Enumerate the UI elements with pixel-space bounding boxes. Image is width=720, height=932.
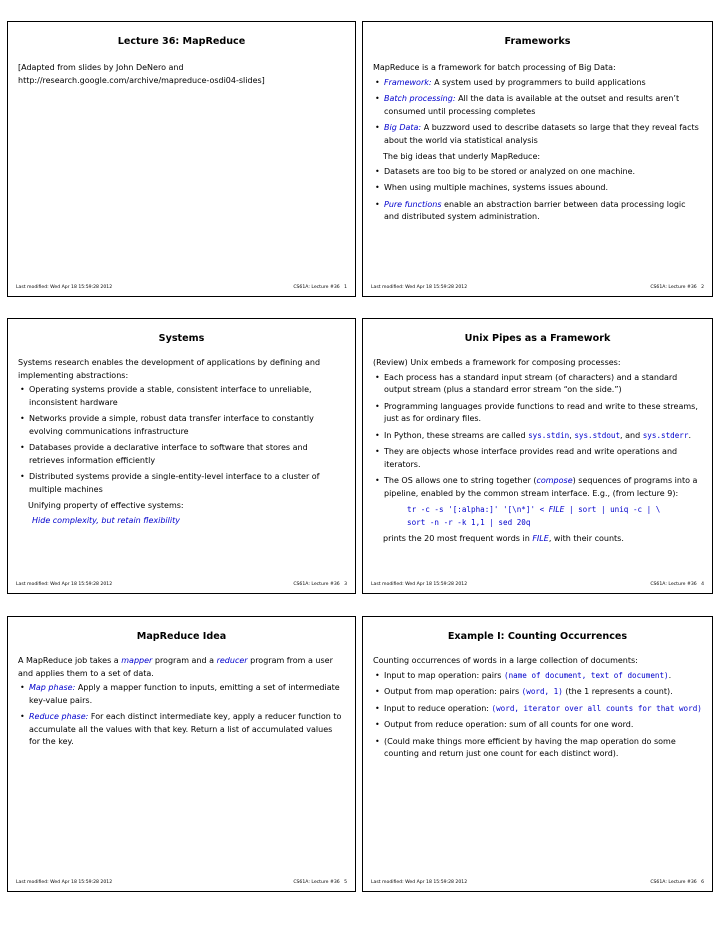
footer-course: CS61A: Lecture #36 xyxy=(293,285,340,290)
slide-intro: Counting occurrences of words in a large collection of documents: xyxy=(373,656,638,665)
list-item: • Reduce phase: For each distinct intermediate key, apply a reducer function to accumulate all the values with that key. Return a list of accumulated values for the key. xyxy=(18,711,345,749)
slide-title: Systems xyxy=(158,333,205,344)
slide-text-line: [Adapted from slides by John DeNero and xyxy=(18,63,184,72)
code-block: tr -c -s '[:alpha:]' '[\n*]' < FILE | sort | uniq -c | \ sort -n -r -k 1,1 | sed 20q xyxy=(407,505,661,527)
slide-intro: MapReduce is a framework for batch processing of Big Data: xyxy=(373,63,616,72)
slide-5 xyxy=(7,616,356,892)
slide-intro: Systems research enables the development of applications by defining and implementing abstractions: xyxy=(18,358,321,380)
slide-motto: Hide complexity, but retain flexibility xyxy=(32,515,180,525)
slide-subheading: The big ideas that underly MapReduce: xyxy=(383,152,541,161)
list-item: • Batch processing: All the data is available at the outset and results aren’t consumed until processing completes xyxy=(373,93,702,118)
footer-date: Last modified: Wed Apr 18 15:59:28 2012 xyxy=(371,285,468,290)
list-item: • Input to map operation: pairs (name of document, text of document). xyxy=(373,670,702,683)
list-item: • Networks provide a simple, robust data transfer interface to constantly evolving communications infrastructure xyxy=(18,413,345,438)
list-item: • They are objects whose interface provides read and write operations and iterators. xyxy=(373,446,702,471)
slide-footer xyxy=(16,285,347,290)
list-item: • Datasets are too big to be stored or analyzed on one machine. xyxy=(373,166,702,179)
slide-title: Frameworks xyxy=(504,36,571,47)
slide-footer xyxy=(371,285,704,290)
list-item: • When using multiple machines, systems issues abound. xyxy=(373,182,702,195)
footer-course: CS61A: Lecture #36 xyxy=(293,880,340,885)
footer-course: CS61A: Lecture #36 xyxy=(293,582,340,587)
slide-1 xyxy=(7,21,356,297)
list-item: • Pure functions enable an abstraction barrier between data processing logic and distributed system administration. xyxy=(373,199,702,224)
slide-number: 4 xyxy=(701,582,704,587)
footer-date: Last modified: Wed Apr 18 15:59:28 2012 xyxy=(371,582,468,587)
footer-date: Last modified: Wed Apr 18 15:59:28 2012 xyxy=(371,880,468,885)
slide-2 xyxy=(362,21,713,297)
slide-footer xyxy=(371,880,704,885)
list-item: • Big Data: A buzzword used to describe datasets so large that they reveal facts about the world via statistical analysis xyxy=(373,122,702,147)
list-item: • Programming languages provide functions to read and write to these streams, just as for ordinary files. xyxy=(373,401,702,426)
slide-number: 2 xyxy=(701,285,704,290)
list-item: • Map phase: Apply a mapper function to inputs, emitting a set of intermediate key-value pairs. xyxy=(18,682,345,707)
list-item: • Operating systems provide a stable, consistent interface to unreliable, inconsistent hardware xyxy=(18,384,345,409)
footer-date: Last modified: Wed Apr 18 15:59:28 2012 xyxy=(16,285,113,290)
slide-6 xyxy=(362,616,713,892)
footer-course: CS61A: Lecture #36 xyxy=(650,880,697,885)
footer-date: Last modified: Wed Apr 18 15:59:28 2012 xyxy=(16,582,113,587)
slide-title: Example I: Counting Occurrences xyxy=(447,631,628,642)
slide-footer xyxy=(16,880,347,885)
slide-text-line: http://research.google.com/archive/mapreduce-osdi04-slides] xyxy=(18,75,265,85)
slide-text: prints the 20 most frequent words in FILE, with their counts. xyxy=(383,534,624,543)
list-item: • Distributed systems provide a single-entity-level interface to a cluster of multiple machines xyxy=(18,471,345,496)
slide-number: 6 xyxy=(701,880,704,885)
slide-number: 3 xyxy=(344,582,347,587)
list-item: • Each process has a standard input stream (of characters) and a standard output stream (plus a standard error stream “on the side.”) xyxy=(373,372,702,397)
footer-course: CS61A: Lecture #36 xyxy=(650,582,697,587)
slide-title: Lecture 36: MapReduce xyxy=(117,36,246,47)
slide-title: Unix Pipes as a Framework xyxy=(464,333,611,344)
slide-footer xyxy=(16,582,347,587)
list-item: • In Python, these streams are called sys.stdin, sys.stdout, and sys.stderr. xyxy=(373,430,702,443)
list-item: • Framework: A system used by programmers to build applications xyxy=(373,77,702,90)
slide-4 xyxy=(362,318,713,594)
slide-subheading: Unifying property of effective systems: xyxy=(28,501,184,510)
footer-course: CS61A: Lecture #36 xyxy=(650,285,697,290)
list-item: • Output from map operation: pairs (word, 1) (the 1 represents a count). xyxy=(373,686,702,699)
list-item: • Output from reduce operation: sum of all counts for one word. xyxy=(373,719,702,732)
slide-number: 5 xyxy=(344,880,347,885)
list-item: • Input to reduce operation: (word, iterator over all counts for that word) xyxy=(373,703,702,716)
footer-date: Last modified: Wed Apr 18 15:59:28 2012 xyxy=(16,880,113,885)
slide-number: 1 xyxy=(344,285,347,290)
slide-intro: A MapReduce job takes a mapper program and a reducer program from a user and applies them to a set of data. xyxy=(18,656,333,678)
slide-intro: (Review) Unix embeds a framework for composing processes: xyxy=(373,358,621,367)
list-item: • Databases provide a declarative interface to software that stores and retrieves information efficiently xyxy=(18,442,345,467)
slide-3 xyxy=(7,318,356,594)
list-item: • The OS allows one to string together (compose) sequences of programs into a pipeline, enabled by the common stream interface. E.g., (from lecture 9): xyxy=(373,475,702,500)
slide-footer xyxy=(371,582,704,587)
list-item: • (Could make things more efficient by having the map operation do some counting and return just one count for each distinct word). xyxy=(373,736,702,761)
slide-title: MapReduce Idea xyxy=(136,631,227,642)
